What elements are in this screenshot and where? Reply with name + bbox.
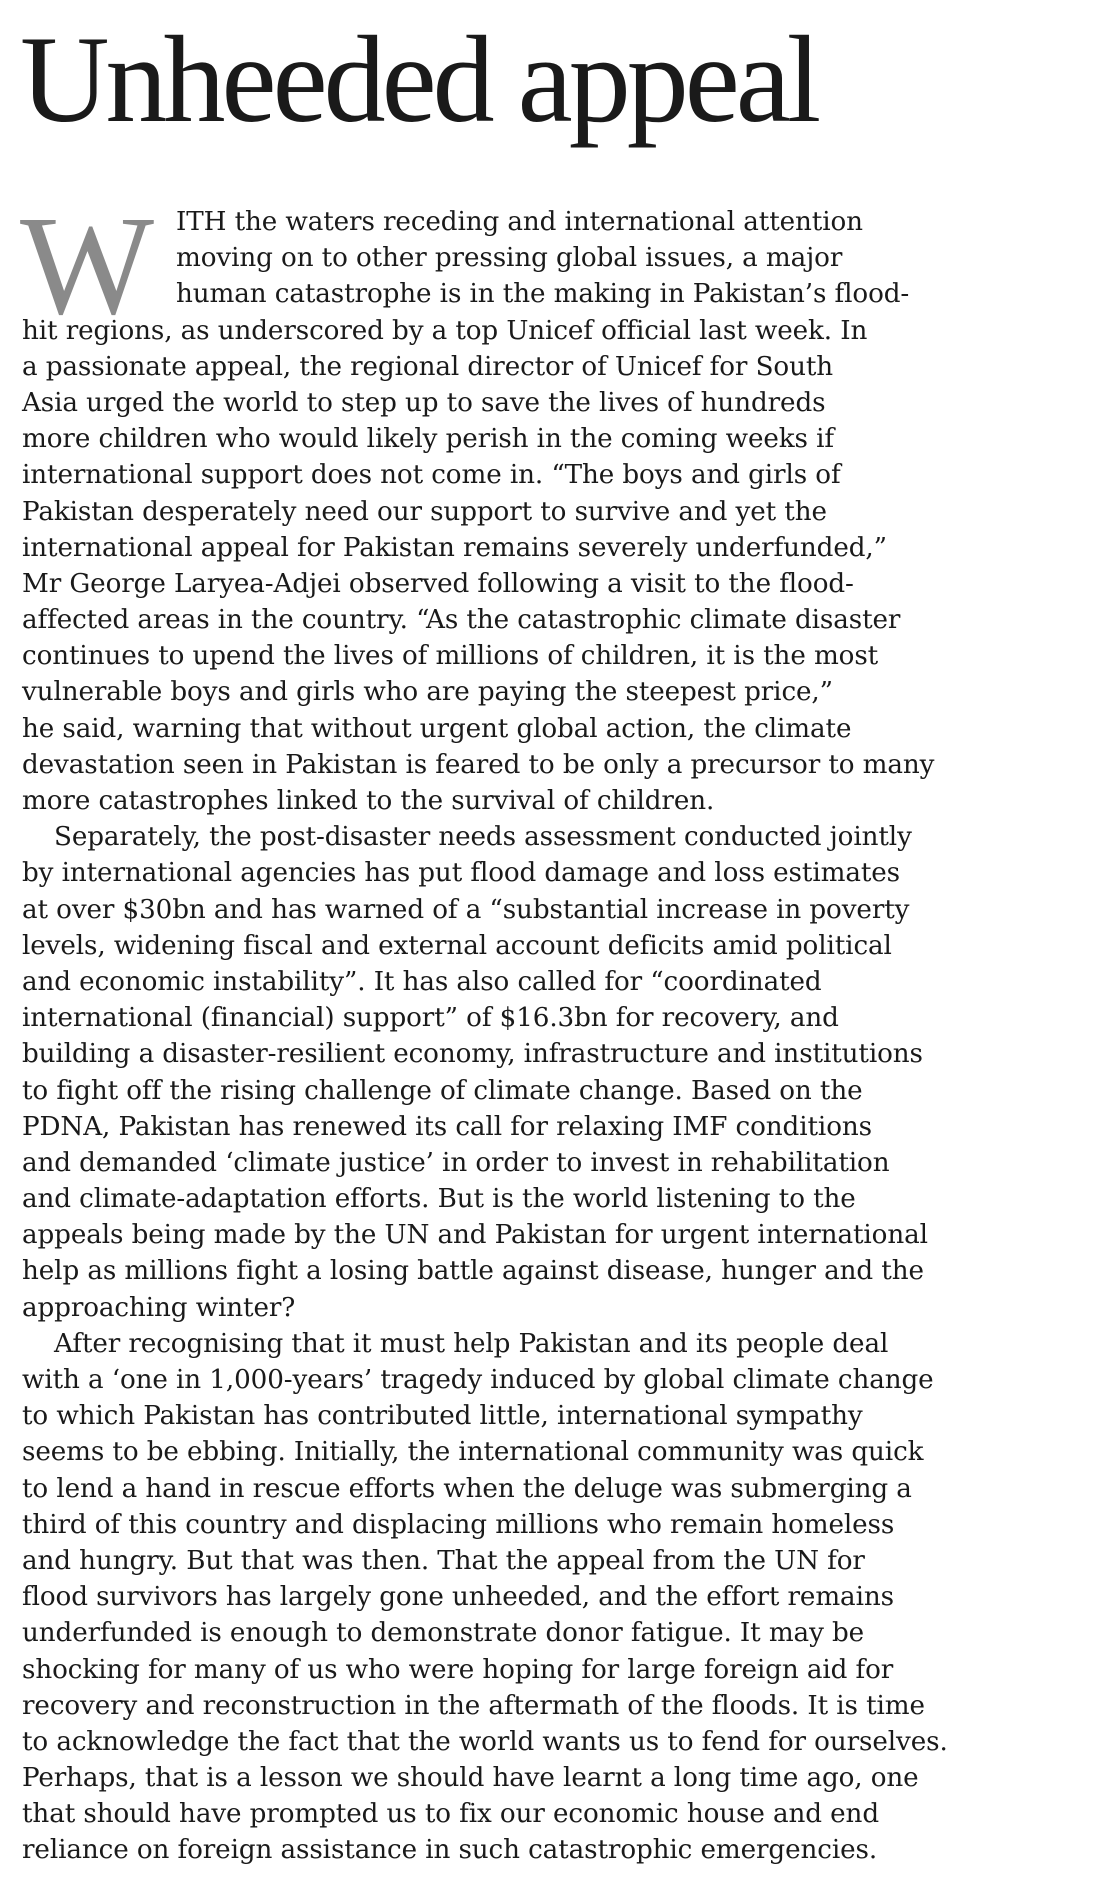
article-line: affected areas in the country. “As the catastrophic climate disaster [22,605,901,636]
article-line: more children who would likely perish in the coming weeks if [22,424,834,455]
article-line: devastation seen in Pakistan is feared to be only a precursor to many [22,749,935,780]
article-line: more catastrophes linked to the survival of children. [22,786,715,816]
article-line: and climate-adaptation efforts. But is the world listening to the [22,1184,856,1215]
article-line: with a ‘one in 1,000-years’ tragedy induced by global climate change [22,1365,934,1395]
article-line: Pakistan desperately need our support to survive and yet the [22,496,827,527]
article-body [22,204,1084,1869]
article-line: Separately, the post-disaster needs assessment conducted jointly [54,822,912,853]
article-line: shocking for many of us who were hoping for large foreign aid for [22,1654,894,1685]
article-line: Asia urged the world to step up to save the lives of hundreds [22,387,826,418]
headline: Unheeded appeal [20,11,818,148]
article-line: Perhaps, that is a lesson we should have learnt a long time ago, one [22,1763,919,1794]
article-line: reliance on foreign assistance in such catastrophic emergencies. [22,1835,878,1866]
article-line: After recognising that it must help Pakistan and its people deal [54,1328,889,1359]
article-line: moving on to other pressing global issues, a major [176,243,843,274]
article-line: he said, warning that without urgent global action, the climate [22,713,852,744]
article-line: underfunded is enough to demonstrate donor fatigue. It may be [22,1618,865,1649]
article-line: by international agencies has put flood damage and loss estimates [22,858,900,889]
article-line: help as millions fight a losing battle against disease, hunger and the [22,1256,924,1287]
article-line: to which Pakistan has contributed little, international sympathy [22,1401,863,1432]
article-line: international support does not come in. “The boys and girls of [22,460,841,491]
article-line: vulnerable boys and girls who are paying the steepest price,” [22,677,833,708]
article-line: appeals being made by the UN and Pakistan for urgent international [22,1220,928,1251]
article-line: building a disaster-resilient economy, infrastructure and institutions [22,1039,923,1070]
article-line: international appeal for Pakistan remains severely underfunded,” [22,532,887,563]
article-line: seems to be ebbing. Initially, the international community was quick [22,1437,924,1468]
article-line: recovery and reconstruction in the aftermath of the floods. It is time [22,1690,925,1721]
article-line: ITH the waters receding and international attention [176,207,863,237]
article-line: Mr George Laryea-Adjei observed following a visit to the flood- [22,568,854,599]
article-line: levels, widening fiscal and external account deficits amid political [22,930,892,961]
article-line: flood survivors has largely gone unheeded, and the effort remains [22,1582,894,1613]
article-line: a passionate appeal, the regional director of Unicef for South [22,351,834,382]
article-line: and demanded ‘climate justice’ in order to invest in rehabilitation [22,1147,890,1178]
article-line: approaching winter? [22,1292,296,1323]
article-line: international (financial) support” of $16.3bn for recovery, and [22,1003,839,1034]
dropcap-letter: W [20,186,149,344]
article-line: that should have prompted us to fix our economic house and end [22,1799,879,1830]
article-line: PDNA, Pakistan has renewed its call for relaxing IMF conditions [22,1111,872,1142]
article-line: to acknowledge the fact that the world wants us to fend for ourselves. [22,1726,948,1757]
article-line: to fight off the rising challenge of climate change. Based on the [22,1075,863,1106]
article-line: continues to upend the lives of millions of children, it is the most [22,641,879,672]
article-line: hit regions, as underscored by a top Unicef official last week. In [22,315,868,346]
article-line: at over $30bn and has warned of a “substantial increase in poverty [22,894,910,925]
article-line: human catastrophe is in the making in Pakistan’s flood- [176,279,910,310]
article-line: and hungry. But that was then. That the appeal from the UN for [22,1545,865,1576]
article-line: to lend a hand in rescue efforts when the deluge was submerging a [22,1473,912,1504]
article-line: and economic instability”. It has also called for “coordinated [22,966,822,997]
article-line: third of this country and displacing millions who remain homeless [22,1509,895,1540]
